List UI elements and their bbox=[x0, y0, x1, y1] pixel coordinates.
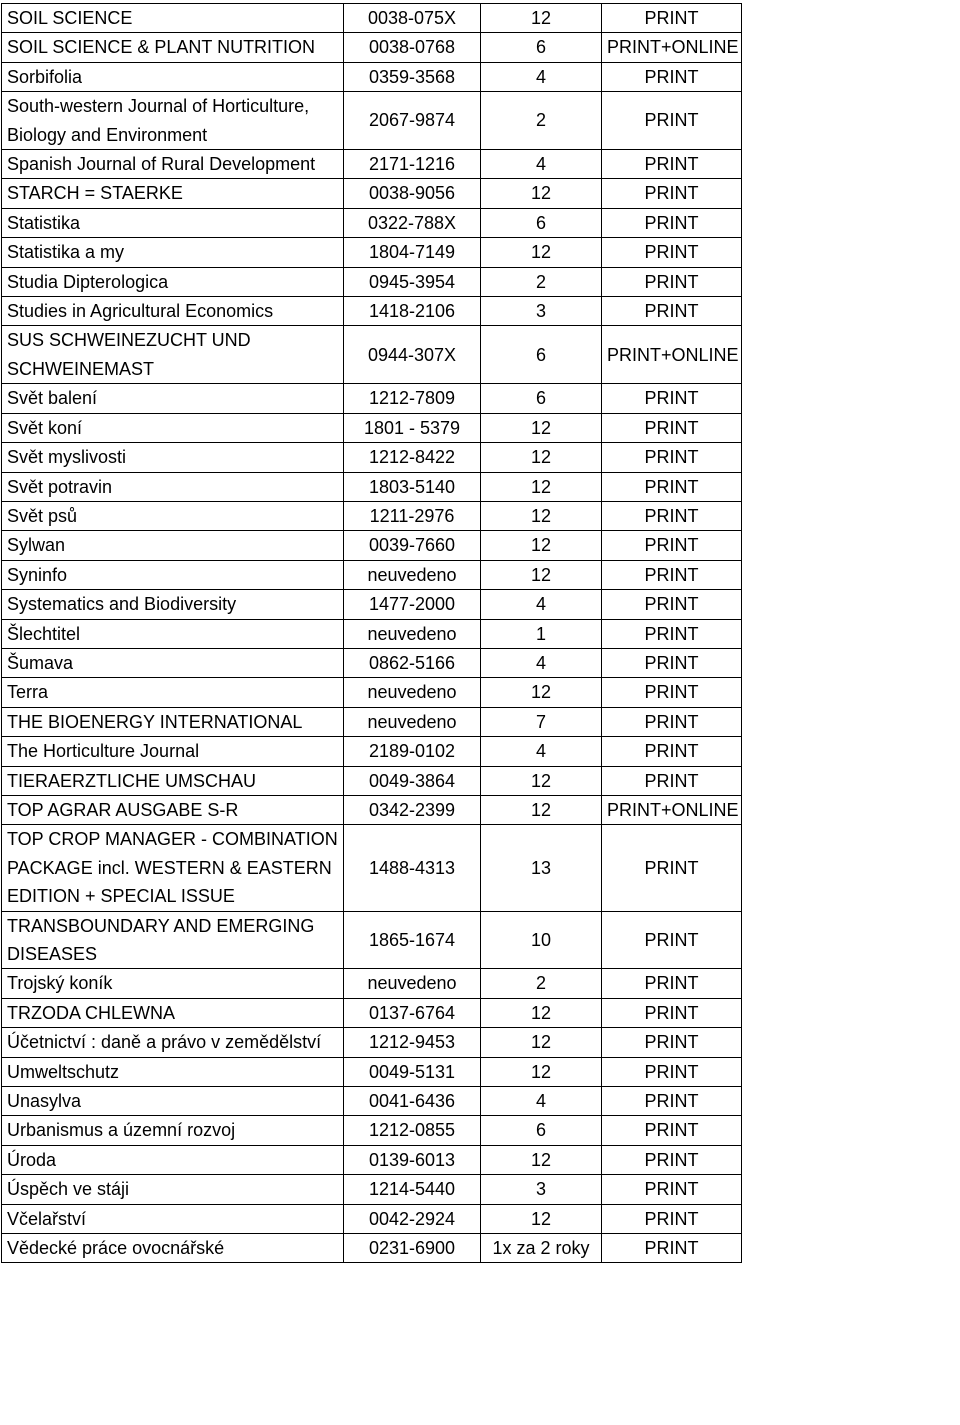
table-row bbox=[2, 62, 742, 91]
journal-title-cell: Statistika a my bbox=[2, 238, 344, 267]
frequency-cell: 13 bbox=[481, 825, 602, 911]
frequency-cell: 12 bbox=[481, 531, 602, 560]
table-row bbox=[2, 326, 742, 384]
journal-title-cell: TOP AGRAR AUSGABE S-R bbox=[2, 795, 344, 824]
table-row bbox=[2, 267, 742, 296]
issn-cell: 2067-9874 bbox=[344, 92, 481, 150]
frequency-cell: 2 bbox=[481, 969, 602, 998]
journal-title-cell: TRANSBOUNDARY AND EMERGING DISEASES bbox=[2, 911, 344, 969]
frequency-cell: 6 bbox=[481, 208, 602, 237]
table-row bbox=[2, 150, 742, 179]
table-row bbox=[2, 1175, 742, 1204]
issn-cell: 0322-788X bbox=[344, 208, 481, 237]
frequency-cell: 12 bbox=[481, 179, 602, 208]
journal-title-cell: South-western Journal of Horticulture, Biology and Environment bbox=[2, 92, 344, 150]
journal-title-cell: SUS SCHWEINEZUCHT UND SCHWEINEMAST bbox=[2, 326, 344, 384]
table-row bbox=[2, 384, 742, 413]
frequency-cell: 6 bbox=[481, 384, 602, 413]
issn-cell: 0944-307X bbox=[344, 326, 481, 384]
issn-cell: 0049-5131 bbox=[344, 1057, 481, 1086]
journal-title-cell: TRZODA CHLEWNA bbox=[2, 998, 344, 1027]
table-row bbox=[2, 472, 742, 501]
frequency-cell: 6 bbox=[481, 33, 602, 62]
frequency-cell: 1 bbox=[481, 619, 602, 648]
issn-cell: 0038-0768 bbox=[344, 33, 481, 62]
frequency-cell: 6 bbox=[481, 1116, 602, 1145]
table-row bbox=[2, 998, 742, 1027]
journal-title-cell: Svět potravin bbox=[2, 472, 344, 501]
journal-title-cell: Šlechtitel bbox=[2, 619, 344, 648]
journal-title-cell: Účetnictví : daně a právo v zemědělství bbox=[2, 1028, 344, 1057]
format-cell: PRINT bbox=[602, 297, 742, 326]
format-cell: PRINT bbox=[602, 1028, 742, 1057]
table-row bbox=[2, 590, 742, 619]
journal-title-cell: Sylwan bbox=[2, 531, 344, 560]
issn-cell: 0038-075X bbox=[344, 4, 481, 33]
format-cell: PRINT bbox=[602, 208, 742, 237]
journal-title-cell: Statistika bbox=[2, 208, 344, 237]
journal-title-cell: Urbanismus a územní rozvoj bbox=[2, 1116, 344, 1145]
journal-title-cell: TIERAERZTLICHE UMSCHAU bbox=[2, 766, 344, 795]
format-cell: PRINT bbox=[602, 267, 742, 296]
format-cell: PRINT bbox=[602, 1175, 742, 1204]
frequency-cell: 1x za 2 roky bbox=[481, 1234, 602, 1263]
issn-cell: 0359-3568 bbox=[344, 62, 481, 91]
journal-title-cell: STARCH = STAERKE bbox=[2, 179, 344, 208]
table-row bbox=[2, 92, 742, 150]
issn-cell: 0945-3954 bbox=[344, 267, 481, 296]
journal-table bbox=[1, 3, 742, 1263]
frequency-cell: 12 bbox=[481, 560, 602, 589]
journal-title-cell: Studies in Agricultural Economics bbox=[2, 297, 344, 326]
format-cell: PRINT bbox=[602, 825, 742, 911]
format-cell: PRINT bbox=[602, 619, 742, 648]
frequency-cell: 4 bbox=[481, 1087, 602, 1116]
format-cell: PRINT bbox=[602, 1057, 742, 1086]
frequency-cell: 12 bbox=[481, 501, 602, 530]
issn-cell: 1803-5140 bbox=[344, 472, 481, 501]
table-row bbox=[2, 501, 742, 530]
table-row bbox=[2, 413, 742, 442]
issn-cell: neuvedeno bbox=[344, 969, 481, 998]
issn-cell: 0038-9056 bbox=[344, 179, 481, 208]
table-row bbox=[2, 208, 742, 237]
journal-title-cell: Syninfo bbox=[2, 560, 344, 589]
format-cell: PRINT+ONLINE bbox=[602, 795, 742, 824]
journal-title-cell: Terra bbox=[2, 678, 344, 707]
issn-cell: 1418-2106 bbox=[344, 297, 481, 326]
issn-cell: 0137-6764 bbox=[344, 998, 481, 1027]
issn-cell: 2189-0102 bbox=[344, 737, 481, 766]
format-cell: PRINT bbox=[602, 1234, 742, 1263]
issn-cell: 1212-7809 bbox=[344, 384, 481, 413]
journal-title-cell: Svět balení bbox=[2, 384, 344, 413]
journal-title-cell: Včelařství bbox=[2, 1204, 344, 1233]
frequency-cell: 12 bbox=[481, 472, 602, 501]
format-cell: PRINT bbox=[602, 678, 742, 707]
frequency-cell: 12 bbox=[481, 766, 602, 795]
table-row bbox=[2, 678, 742, 707]
journal-title-cell: Systematics and Biodiversity bbox=[2, 590, 344, 619]
journal-title-cell: Vědecké práce ovocnářské bbox=[2, 1234, 344, 1263]
frequency-cell: 4 bbox=[481, 590, 602, 619]
format-cell: PRINT bbox=[602, 648, 742, 677]
frequency-cell: 4 bbox=[481, 737, 602, 766]
format-cell: PRINT bbox=[602, 590, 742, 619]
issn-cell: 1212-9453 bbox=[344, 1028, 481, 1057]
issn-cell: 0862-5166 bbox=[344, 648, 481, 677]
table-row bbox=[2, 443, 742, 472]
format-cell: PRINT bbox=[602, 62, 742, 91]
format-cell: PRINT bbox=[602, 501, 742, 530]
format-cell: PRINT bbox=[602, 238, 742, 267]
format-cell: PRINT bbox=[602, 766, 742, 795]
format-cell: PRINT+ONLINE bbox=[602, 33, 742, 62]
issn-cell: 2171-1216 bbox=[344, 150, 481, 179]
table-row bbox=[2, 1234, 742, 1263]
table-row bbox=[2, 766, 742, 795]
frequency-cell: 2 bbox=[481, 267, 602, 296]
format-cell: PRINT bbox=[602, 179, 742, 208]
table-row bbox=[2, 795, 742, 824]
format-cell: PRINT bbox=[602, 1116, 742, 1145]
frequency-cell: 12 bbox=[481, 1057, 602, 1086]
frequency-cell: 12 bbox=[481, 795, 602, 824]
frequency-cell: 3 bbox=[481, 297, 602, 326]
format-cell: PRINT bbox=[602, 150, 742, 179]
format-cell: PRINT bbox=[602, 1145, 742, 1174]
frequency-cell: 7 bbox=[481, 707, 602, 736]
frequency-cell: 3 bbox=[481, 1175, 602, 1204]
journal-title-cell: Úspěch ve stáji bbox=[2, 1175, 344, 1204]
issn-cell: neuvedeno bbox=[344, 619, 481, 648]
frequency-cell: 12 bbox=[481, 4, 602, 33]
frequency-cell: 2 bbox=[481, 92, 602, 150]
journal-title-cell: Umweltschutz bbox=[2, 1057, 344, 1086]
format-cell: PRINT bbox=[602, 4, 742, 33]
format-cell: PRINT bbox=[602, 531, 742, 560]
issn-cell: neuvedeno bbox=[344, 560, 481, 589]
issn-cell: 1212-0855 bbox=[344, 1116, 481, 1145]
format-cell: PRINT bbox=[602, 911, 742, 969]
journal-title-cell: Spanish Journal of Rural Development bbox=[2, 150, 344, 179]
format-cell: PRINT bbox=[602, 969, 742, 998]
table-row bbox=[2, 179, 742, 208]
table-row bbox=[2, 707, 742, 736]
frequency-cell: 12 bbox=[481, 443, 602, 472]
journal-title-cell: The Horticulture Journal bbox=[2, 737, 344, 766]
issn-cell: 0139-6013 bbox=[344, 1145, 481, 1174]
frequency-cell: 4 bbox=[481, 150, 602, 179]
journal-title-cell: TOP CROP MANAGER - COMBINATION PACKAGE incl. WESTERN & EASTERN EDITION + SPECIAL ISSUE bbox=[2, 825, 344, 911]
table-row bbox=[2, 4, 742, 33]
issn-cell: 1801 - 5379 bbox=[344, 413, 481, 442]
frequency-cell: 12 bbox=[481, 1145, 602, 1174]
issn-cell: neuvedeno bbox=[344, 707, 481, 736]
frequency-cell: 6 bbox=[481, 326, 602, 384]
journal-title-cell: Šumava bbox=[2, 648, 344, 677]
journal-title-cell: Trojský koník bbox=[2, 969, 344, 998]
journal-title-cell: THE BIOENERGY INTERNATIONAL bbox=[2, 707, 344, 736]
journal-title-cell: SOIL SCIENCE bbox=[2, 4, 344, 33]
issn-cell: neuvedeno bbox=[344, 678, 481, 707]
table-row bbox=[2, 1204, 742, 1233]
table-row bbox=[2, 1028, 742, 1057]
frequency-cell: 12 bbox=[481, 413, 602, 442]
frequency-cell: 12 bbox=[481, 678, 602, 707]
table-row bbox=[2, 1145, 742, 1174]
format-cell: PRINT bbox=[602, 92, 742, 150]
frequency-cell: 12 bbox=[481, 1204, 602, 1233]
format-cell: PRINT bbox=[602, 737, 742, 766]
journal-title-cell: Úroda bbox=[2, 1145, 344, 1174]
format-cell: PRINT bbox=[602, 1087, 742, 1116]
format-cell: PRINT bbox=[602, 384, 742, 413]
table-row bbox=[2, 737, 742, 766]
format-cell: PRINT bbox=[602, 1204, 742, 1233]
table-row bbox=[2, 560, 742, 589]
issn-cell: 0231-6900 bbox=[344, 1234, 481, 1263]
format-cell: PRINT bbox=[602, 998, 742, 1027]
format-cell: PRINT bbox=[602, 472, 742, 501]
issn-cell: 0042-2924 bbox=[344, 1204, 481, 1233]
journal-title-cell: SOIL SCIENCE & PLANT NUTRITION bbox=[2, 33, 344, 62]
format-cell: PRINT bbox=[602, 707, 742, 736]
journal-title-cell: Svět psů bbox=[2, 501, 344, 530]
frequency-cell: 12 bbox=[481, 998, 602, 1027]
table-row bbox=[2, 825, 742, 911]
table-row bbox=[2, 619, 742, 648]
issn-cell: 1865-1674 bbox=[344, 911, 481, 969]
table-row bbox=[2, 531, 742, 560]
frequency-cell: 4 bbox=[481, 62, 602, 91]
issn-cell: 1477-2000 bbox=[344, 590, 481, 619]
issn-cell: 1211-2976 bbox=[344, 501, 481, 530]
issn-cell: 0342-2399 bbox=[344, 795, 481, 824]
frequency-cell: 4 bbox=[481, 648, 602, 677]
issn-cell: 1804-7149 bbox=[344, 238, 481, 267]
journal-title-cell: Studia Dipterologica bbox=[2, 267, 344, 296]
format-cell: PRINT bbox=[602, 413, 742, 442]
journal-title-cell: Svět koní bbox=[2, 413, 344, 442]
table-row bbox=[2, 1087, 742, 1116]
issn-cell: 1488-4313 bbox=[344, 825, 481, 911]
issn-cell: 0039-7660 bbox=[344, 531, 481, 560]
format-cell: PRINT bbox=[602, 560, 742, 589]
issn-cell: 0049-3864 bbox=[344, 766, 481, 795]
journal-table-body bbox=[2, 4, 742, 1263]
issn-cell: 0041-6436 bbox=[344, 1087, 481, 1116]
journal-title-cell: Unasylva bbox=[2, 1087, 344, 1116]
table-row bbox=[2, 648, 742, 677]
frequency-cell: 12 bbox=[481, 1028, 602, 1057]
format-cell: PRINT bbox=[602, 443, 742, 472]
frequency-cell: 10 bbox=[481, 911, 602, 969]
frequency-cell: 12 bbox=[481, 238, 602, 267]
issn-cell: 1214-5440 bbox=[344, 1175, 481, 1204]
table-row bbox=[2, 1116, 742, 1145]
table-row bbox=[2, 911, 742, 969]
journal-title-cell: Svět myslivosti bbox=[2, 443, 344, 472]
table-row bbox=[2, 33, 742, 62]
format-cell: PRINT+ONLINE bbox=[602, 326, 742, 384]
table-row bbox=[2, 297, 742, 326]
journal-title-cell: Sorbifolia bbox=[2, 62, 344, 91]
table-row bbox=[2, 969, 742, 998]
table-row bbox=[2, 1057, 742, 1086]
table-row bbox=[2, 238, 742, 267]
issn-cell: 1212-8422 bbox=[344, 443, 481, 472]
